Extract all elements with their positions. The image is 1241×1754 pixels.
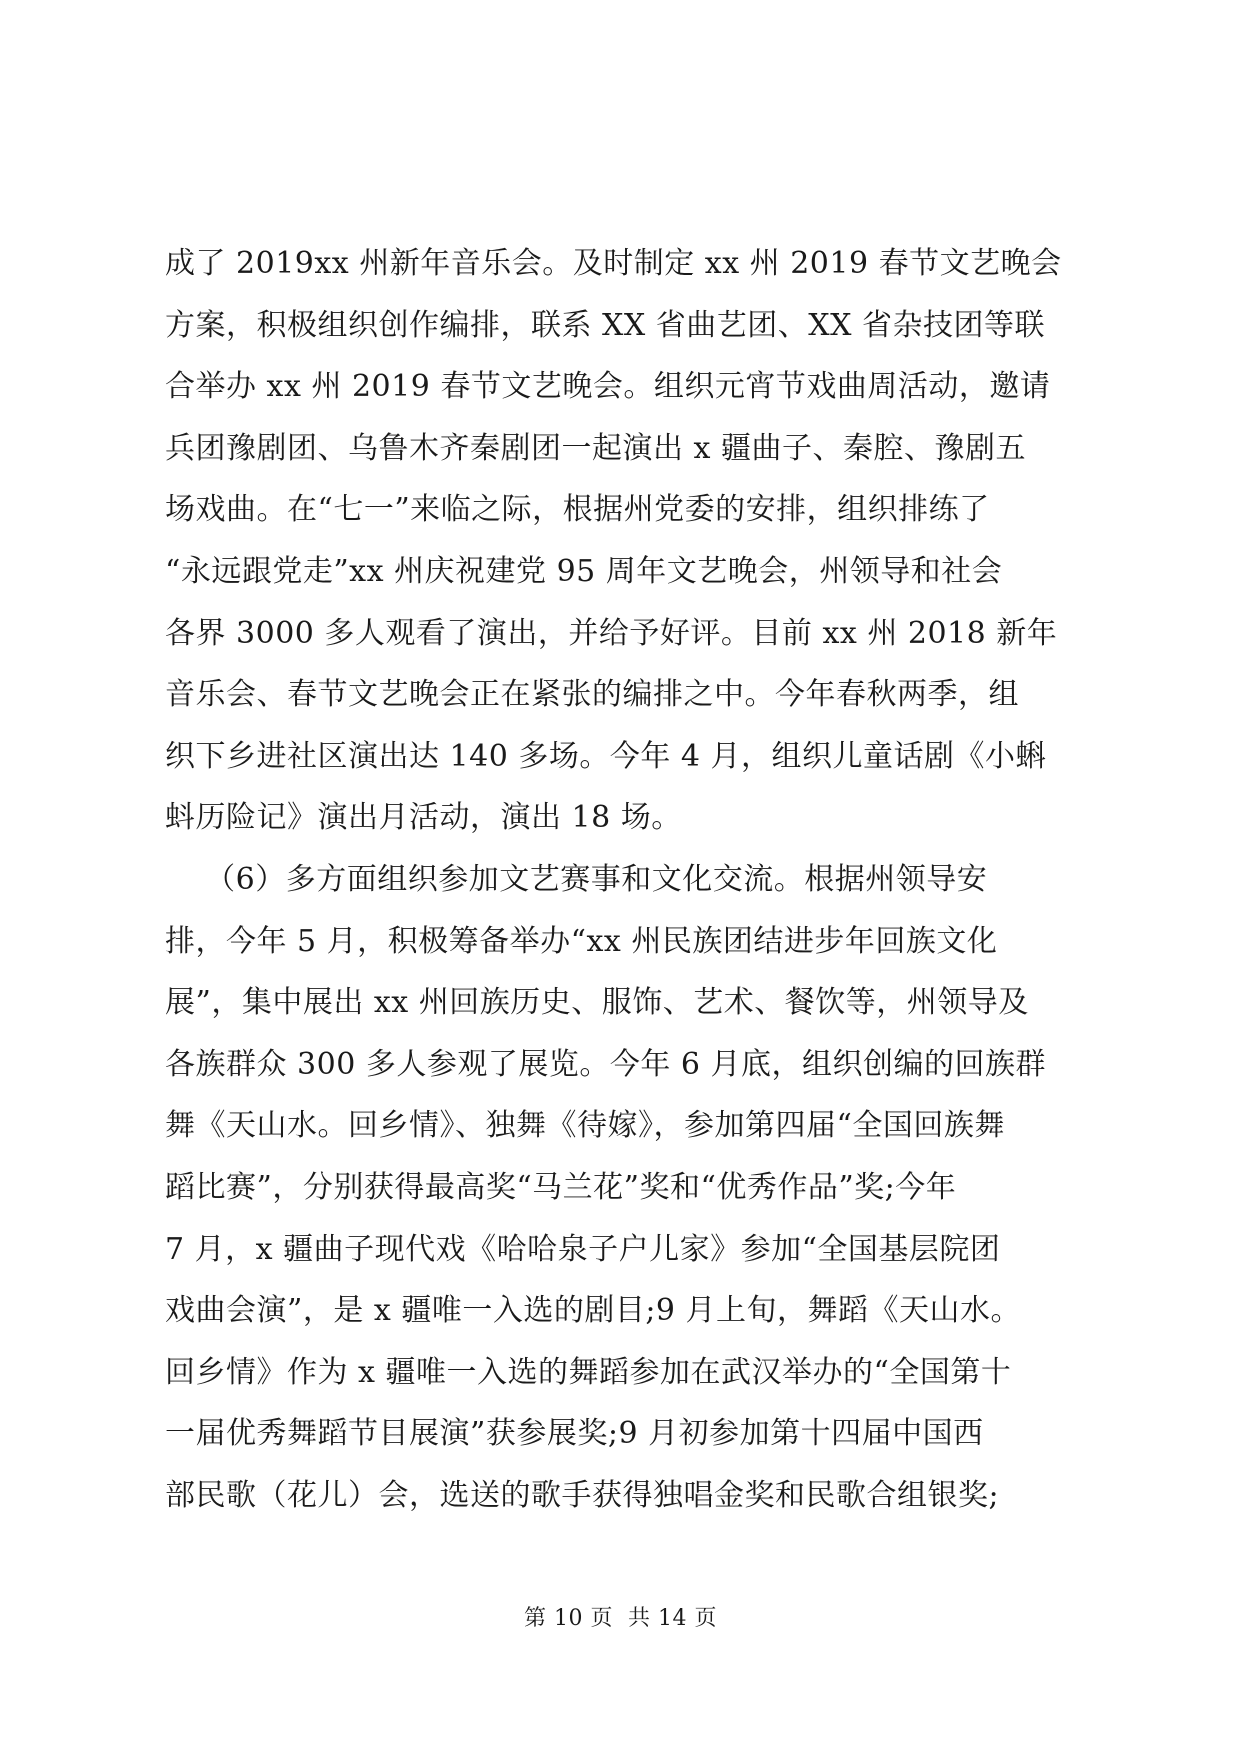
text-line: 排，今年 5 月，积极筹备举办“xx 州民族团结进步年回族文化: [165, 923, 998, 959]
text-line: 回乡情》作为 x 疆唯一入选的舞蹈参加在武汉举办的“全国第十: [165, 1354, 1012, 1390]
text-line: 兵团豫剧团、乌鲁木齐秦剧团一起演出 x 疆曲子、秦腔、豫剧五: [165, 430, 1026, 466]
text-line: 戏曲会演”，是 x 疆唯一入选的剧目;9 月上旬，舞蹈《天山水。: [165, 1293, 1022, 1329]
text-line: 舞《天山水。回乡情》、独舞《待嫁》，参加第四届“全国回族舞: [165, 1108, 1005, 1144]
text-line: 合举办 xx 州 2019 春节文艺晚会。组织元宵节戏曲周活动，邀请: [165, 369, 1051, 405]
text-line: 音乐会、春节文艺晚会正在紧张的编排之中。今年春秋两季，组: [165, 677, 1019, 713]
text-line: 蹈比赛”，分别获得最高奖“马兰花”奖和“优秀作品”奖;今年: [165, 1169, 957, 1205]
text-line: 成了 2019xx 州新年音乐会。及时制定 xx 州 2019 春节文艺晚会: [165, 246, 1062, 281]
text-line: 场戏曲。在“七一”来临之际，根据州党委的安排，组织排练了: [165, 492, 990, 528]
text-line: 部民歌（花儿）会，选送的歌手获得独唱金奖和民歌合组银奖;: [165, 1477, 1000, 1513]
page-footer: [0, 1604, 1241, 1634]
text-line: 织下乡进社区演出达 140 多场。今年 4 月，组织儿童话剧《小蝌: [165, 738, 1046, 774]
text-line: 一届优秀舞蹈节目展演”获参展奖;9 月初参加第十四届中国西: [165, 1416, 984, 1452]
body-text: [165, 233, 1085, 1526]
text-line: 方案，积极组织创作编排，联系 XX 省曲艺团、XX 省杂技团等联: [165, 307, 1046, 343]
page-number-label: 第 10 页 共 14 页: [524, 1606, 717, 1631]
text-line: 蚪历险记》演出月活动，演出 18 场。: [165, 800, 682, 836]
text-line: 各界 3000 多人观看了演出，并给予好评。目前 xx 州 2018 新年: [165, 615, 1058, 651]
text-line: 7 月，x 疆曲子现代戏《哈哈泉子户儿家》参加“全国基层院团: [165, 1231, 1001, 1267]
text-line: 各族群众 300 多人参观了展览。今年 6 月底，组织创编的回族群: [165, 1046, 1046, 1082]
text-line: “永远跟党走”xx 州庆祝建党 95 周年文艺晚会，州领导和社会: [165, 553, 1003, 589]
text-line: 展”，集中展出 xx 州回族历史、服饰、艺术、餐饮等，州领导及: [165, 985, 1029, 1021]
text-line: （6）多方面组织参加文艺赛事和文化交流。根据州领导安: [165, 861, 988, 897]
